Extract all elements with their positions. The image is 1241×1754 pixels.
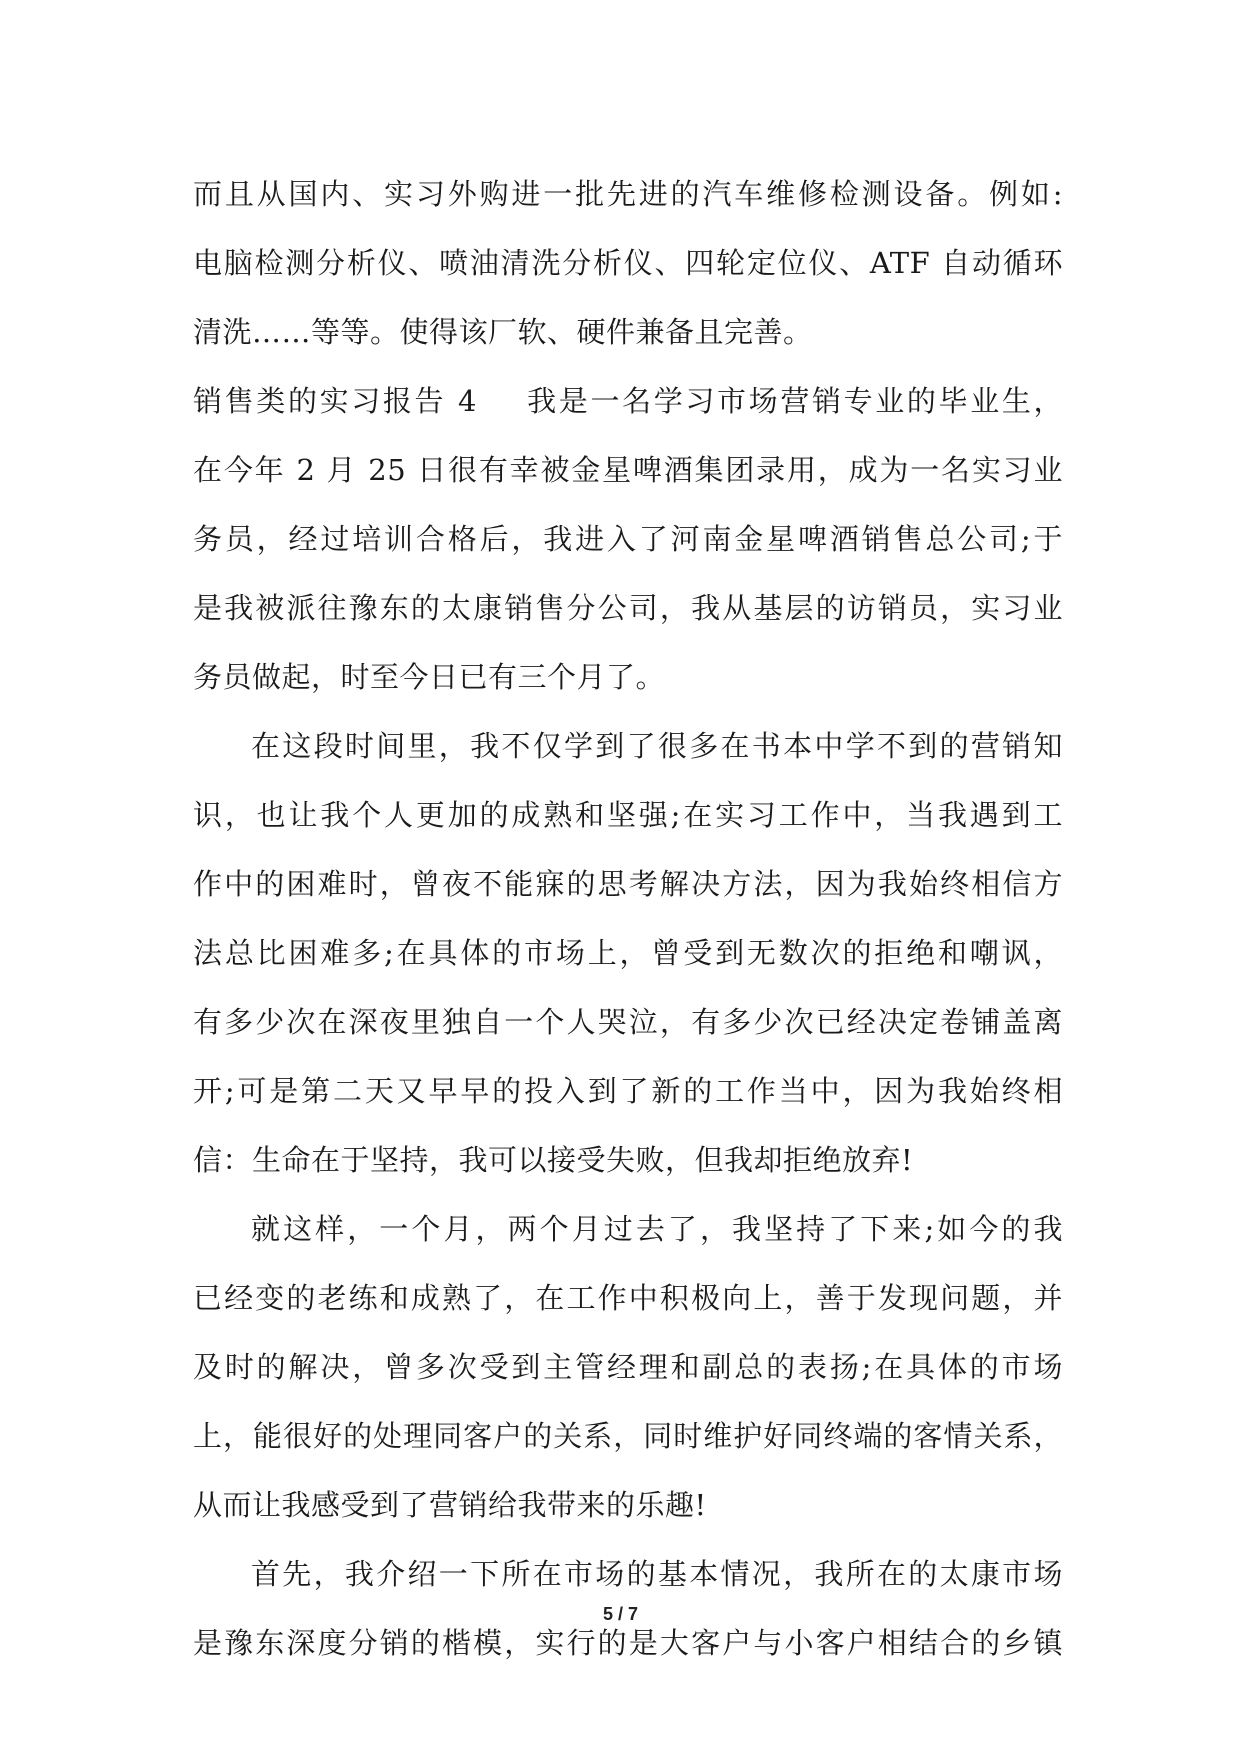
text-line: 是豫东深度分销的楷模，实行的是大客户与小客户相结合的乡镇 bbox=[193, 1626, 1063, 1660]
section-heading-line bbox=[193, 367, 1063, 436]
text-line: 在这段时间里，我不仅学到了很多在书本中学不到的营销知 bbox=[251, 729, 1063, 763]
text-line: 就这样，一个月，两个月过去了，我坚持了下来;如今的我 bbox=[251, 1212, 1063, 1246]
section-heading: 销售类的实习报告 4 bbox=[193, 384, 477, 418]
text-line: 电脑检测分析仪、喷油清洗分析仪、四轮定位仪、ATF 自动循环 bbox=[193, 246, 1063, 280]
text-line: 及时的解决，曾多次受到主管经理和副总的表扬;在具体的市场 bbox=[193, 1350, 1063, 1384]
text-line: 在今年 2 月 25 日很有幸被金星啤酒集团录用，成为一名实习业 bbox=[193, 453, 1063, 487]
page-number: 5 / 7 bbox=[602, 1604, 639, 1624]
text-line: 首先，我介绍一下所在市场的基本情况，我所在的太康市场 bbox=[251, 1557, 1063, 1591]
text-line: 是我被派往豫东的太康销售分公司，我从基层的访销员，实习业 bbox=[193, 591, 1063, 625]
text-line: 识，也让我个人更加的成熟和坚强;在实习工作中，当我遇到工 bbox=[193, 798, 1063, 832]
text-line: 开;可是第二天又早早的投入到了新的工作当中，因为我始终相 bbox=[193, 1074, 1063, 1108]
text-line: 而且从国内、实习外购进一批先进的汽车维修检测设备。例如: bbox=[193, 177, 1063, 211]
body-text bbox=[193, 160, 1063, 1678]
text-line: 我是一名学习市场营销专业的毕业生， bbox=[525, 384, 1063, 418]
text-line: 清洗……等等。使得该厂软、硬件兼备且完善。 bbox=[193, 315, 813, 349]
text-line: 作中的困难时，曾夜不能寐的思考解决方法，因为我始终相信方 bbox=[193, 867, 1063, 901]
text-line: 务员做起，时至今日已有三个月了。 bbox=[193, 660, 666, 694]
text-line: 法总比困难多;在具体的市场上，曾受到无数次的拒绝和嘲讽， bbox=[193, 936, 1063, 970]
text-line: 务员，经过培训合格后，我进入了河南金星啤酒销售总公司;于 bbox=[193, 522, 1063, 556]
text-line: 上，能很好的处理同客户的关系，同时维护好同终端的客情关系， bbox=[193, 1419, 1063, 1453]
text-line: 从而让我感受到了营销给我带来的乐趣! bbox=[193, 1488, 707, 1522]
text-line: 信：生命在于坚持，我可以接受失败，但我却拒绝放弃! bbox=[193, 1143, 914, 1177]
text-line: 已经变的老练和成熟了，在工作中积极向上，善于发现问题，并 bbox=[193, 1281, 1063, 1315]
text-line: 有多少次在深夜里独自一个人哭泣，有多少次已经决定卷铺盖离 bbox=[193, 1005, 1063, 1039]
